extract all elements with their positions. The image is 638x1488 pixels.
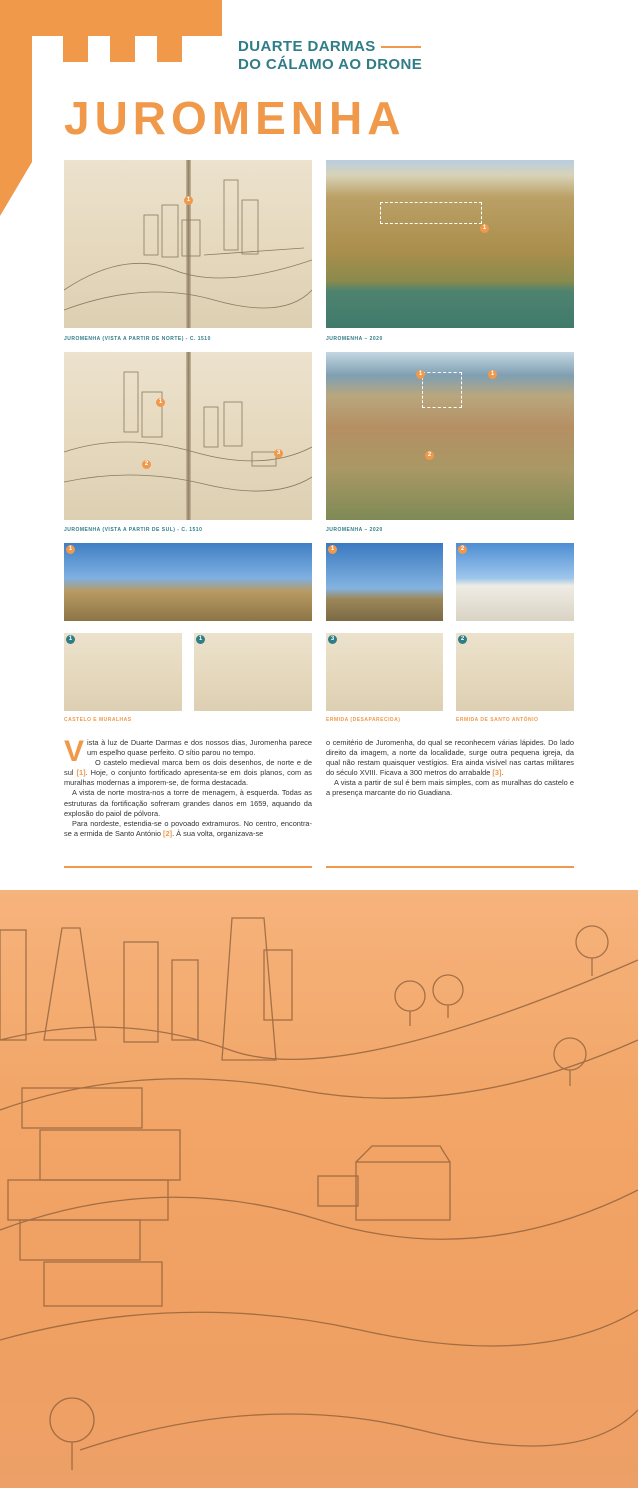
- caption-ermida: ERMIDA (DESAPARECIDA): [326, 717, 401, 723]
- sketch-detail-santo-antonio: [456, 633, 574, 711]
- castle-sketch-north: [64, 160, 312, 328]
- marker-2: 2: [425, 451, 434, 460]
- article-paragraph: A vista a partir de sul é bem mais simples, com as muralhas do castelo e a presença marcante do rio Guadiana.: [326, 778, 574, 798]
- decorative-sketch-panel: [0, 890, 638, 1488]
- article-column-left: [64, 735, 312, 839]
- castle-sketch-south: [64, 352, 312, 520]
- landscape-sketch: [0, 890, 638, 1488]
- article-paragraph: o cemitério de Juromenha, do qual se reconhecem várias lápides. Do lado direito da imagem, a norte da localidade, surge outra pequena igreja, da qual não restam quaisquer vestígios. Era ainda visível nas cartas militares do século XVIII. Ficava a 300 metros do arrabalde [3].: [326, 738, 574, 778]
- marker-1: 1: [488, 370, 497, 379]
- santo-antonio-photo: [456, 543, 574, 621]
- manuscript-south-view: [64, 352, 312, 520]
- series-line-1: DUARTE DARMAS: [238, 38, 376, 55]
- castle-outline: [380, 202, 482, 224]
- marker-2: 2: [458, 545, 467, 554]
- castle-ruins-photo: [64, 543, 312, 621]
- article-paragraph: Para nordeste, estendia-se o povoado extramuros. No centro, encontra-se a ermida de Santo António [2]. À sua volta, organizava-se: [64, 818, 312, 838]
- battlement-frame-top: [0, 0, 222, 36]
- article-paragraph: Vista à luz de Duarte Darmas e dos nossos dias, Juromenha parece um espelho quase perfeito. O sítio parou no tempo.: [64, 735, 312, 768]
- marker-1: 1: [480, 224, 489, 233]
- marker-1: 1: [66, 545, 75, 554]
- manuscript-north-view: [64, 160, 312, 328]
- drop-cap: V: [64, 735, 85, 768]
- caption-2020-a: JUROMENHA – 2020: [326, 336, 383, 342]
- marker-1: 1: [196, 635, 205, 644]
- battlement-frame-side: [0, 36, 32, 216]
- sketch-detail-ermida: [326, 633, 443, 711]
- caption-2020-b: JUROMENHA – 2020: [326, 527, 383, 533]
- article-paragraph: O castelo medieval marca bem os dois desenhos, de norte e de sul [1]. Hoje, o conjunto fortificado apresenta-se em dois planos, com as muralhas modernas a imporem-se, de forma destacada.: [64, 758, 312, 788]
- reference-2: [2]: [163, 828, 173, 838]
- reference-1: [1]: [76, 768, 86, 778]
- marker-1: 1: [184, 196, 193, 205]
- aerial-photo-2020-south: [326, 352, 574, 520]
- article-column-right: [326, 738, 574, 799]
- caption-north-view: JUROMENHA (VISTA A PARTIR DE NORTE) - C. 1510: [64, 336, 211, 342]
- battlement-merlon: [110, 36, 135, 62]
- article-paragraph: A vista de norte mostra-nos a torre de menagem, à esquerda. Todas as estruturas da fortificação sofreram grandes danos em 1659, aquando da explosão do paiol de pólvora.: [64, 788, 312, 818]
- divider-right: [326, 866, 574, 868]
- sketch-detail-tower: [64, 633, 182, 711]
- marker-2: 2: [142, 460, 151, 469]
- page-title: JUROMENHA: [64, 92, 406, 144]
- marker-1: 1: [66, 635, 75, 644]
- series-line-2: DO CÁLAMO AO DRONE: [238, 56, 423, 73]
- marker-2: 2: [458, 635, 467, 644]
- marker-1: 1: [156, 398, 165, 407]
- battlement-merlon: [63, 36, 88, 62]
- castle-outline: [422, 372, 462, 408]
- ermida-site-photo: [326, 543, 443, 621]
- marker-1: 1: [416, 370, 425, 379]
- series-title: [238, 38, 422, 74]
- aerial-photo-2020-north: [326, 160, 574, 328]
- marker-1: 1: [328, 545, 337, 554]
- divider-left: [64, 866, 312, 868]
- caption-south-view: JUROMENHA (VISTA A PARTIR DE SUL) - C. 1510: [64, 527, 203, 533]
- caption-santo-antonio: ERMIDA DE SANTO ANTÓNIO: [456, 717, 539, 723]
- marker-3: 3: [274, 449, 283, 458]
- sketch-detail-walls: [194, 633, 312, 711]
- marker-3: 3: [328, 635, 337, 644]
- caption-castle: CASTELO E MURALHAS: [64, 717, 132, 723]
- battlement-merlon: [157, 36, 182, 62]
- reference-3: [3]: [492, 768, 502, 778]
- series-rule: [381, 46, 421, 48]
